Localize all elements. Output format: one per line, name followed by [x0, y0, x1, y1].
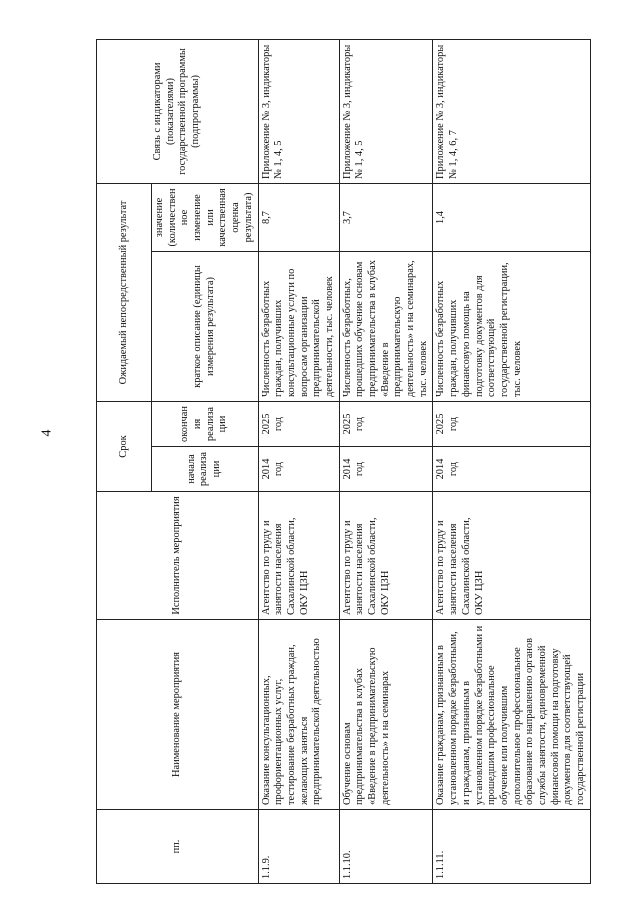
cell-name: Оказание консультационных, профориентационных услуг, тестирование безработных граждан, желающих заняться предпринимательской деятельностью: [258, 620, 339, 810]
header-expected-value: значение (количественное изменение или качественная оценка результата): [152, 183, 259, 251]
header-executor: Исполнитель мероприятия: [97, 492, 259, 620]
cell-num: 1.1.9.: [258, 810, 339, 884]
cell-start: 2014 год: [339, 447, 433, 492]
cell-desc: Численность безработных граждан, получивших финансовую помощь на подготовку документов для соответствующей государственной регистрации, тыс. человек: [433, 252, 590, 402]
cell-end: 2025 год: [433, 402, 590, 447]
header-expected-desc: краткое описание (единицы измерения результата): [152, 252, 259, 402]
rotated-table-container: [96, 40, 586, 884]
cell-link: Приложение № 3, индикаторы № 1, 4, 5: [258, 39, 339, 183]
cell-desc: Численность безработных, прошедших обучение основам предпринимательства в клубах «Введение в предпринимательскую деятельность» и на семинарах, тыс. человек: [339, 252, 433, 402]
page-number: 4: [39, 429, 55, 437]
cell-end: 2025 год: [258, 402, 339, 447]
cell-name: Обучение основам предпринимательства в клубах «Введение в предпринимательскую деятельность» и на семинарах: [339, 620, 433, 810]
cell-num: 1.1.10.: [339, 810, 433, 884]
header-expected: Ожидаемый непосредственный результат: [97, 183, 152, 401]
cell-start: 2014 год: [258, 447, 339, 492]
table-row: [258, 39, 339, 883]
cell-value: 8,7: [258, 183, 339, 251]
cell-desc: Численность безработных граждан, получивших консультационные услуги по вопросам организации предпринимательской деятельности, тыс. человек: [258, 252, 339, 402]
cell-value: 3,7: [339, 183, 433, 251]
header-term-start: начала реализации: [152, 447, 259, 492]
cell-executor: Агентство по труду и занятости населения Сахалинской области, ОКУ ЦЗН: [339, 492, 433, 620]
header-name: Наименование мероприятия: [97, 620, 259, 810]
cell-link: Приложение № 3, индикаторы № 1, 4, 6, 7: [433, 39, 590, 183]
cell-end: 2025 год: [339, 402, 433, 447]
header-term-end: окончания реализации: [152, 402, 259, 447]
cell-start: 2014 год: [433, 447, 590, 492]
cell-name: Оказание гражданам, признанным в установленном порядке безработными, и гражданам, признанным в установленном порядке безработными и прошедшим профессиональное обучение или получившим дополнительное профессиональное образование по направлению органов службы занятости, единовременной финансовой помощи на подготовку документов для соответствующей государственной регистрации: [433, 620, 590, 810]
table-row: [339, 39, 433, 883]
cell-value: 1,4: [433, 183, 590, 251]
cell-executor: Агентство по труду и занятости населения Сахалинской области, ОКУ ЦЗН: [433, 492, 590, 620]
header-term: Срок: [97, 402, 152, 492]
table-row: [433, 39, 590, 883]
header-num: пп.: [97, 810, 259, 884]
measures-table: [96, 39, 591, 884]
cell-num: 1.1.11.: [433, 810, 590, 884]
cell-link: Приложение № 3, индикаторы № 1, 4, 5: [339, 39, 433, 183]
header-link: Связь с индикаторами (показателями) государственной программы (подпрограммы): [97, 39, 259, 183]
cell-executor: Агентство по труду и занятости населения Сахалинской области, ОКУ ЦЗН: [258, 492, 339, 620]
